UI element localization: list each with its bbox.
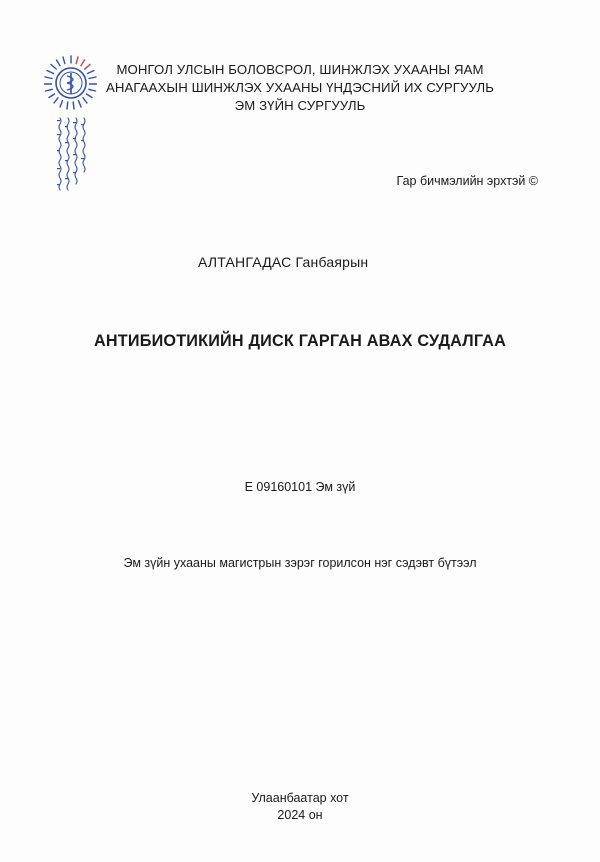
author-name: АЛТАНГАДАС Ганбаярын xyxy=(198,254,369,270)
specialty-code: E 09160101 Эм зүй xyxy=(244,480,356,494)
place-and-year xyxy=(0,790,600,824)
year: 2024 он xyxy=(277,808,323,822)
copyright-notice: Гар бичмэлийн эрхтэй © xyxy=(396,174,538,188)
university-emblem-icon xyxy=(40,50,102,198)
vertical-script-decoration xyxy=(59,118,85,190)
ministry-name: МОНГОЛ УЛСЫН БОЛОВСРОЛ, ШИНЖЛЭХ УХААНЫ ЯАМ xyxy=(116,62,484,77)
institution-header xyxy=(100,61,500,115)
university-name: АНАГААХЫН ШИНЖЛЭХ УХААНЫ ҮНДЭСНИЙ ИХ СУРГУУЛЬ xyxy=(105,80,495,95)
school-name: ЭМ ЗҮЙН СУРГУУЛЬ xyxy=(234,98,366,113)
thesis-title: АНТИБИОТИКИЙН ДИСК ГАРГАН АВАХ СУДАЛГАА xyxy=(94,332,506,350)
emblem-rays-accent xyxy=(76,57,90,69)
degree-statement: Эм зүйн ухааны магистрын зэрэг горилсон нэг сэдэвт бүтээл xyxy=(123,556,477,570)
city: Улаанбаатар хот xyxy=(251,791,349,805)
